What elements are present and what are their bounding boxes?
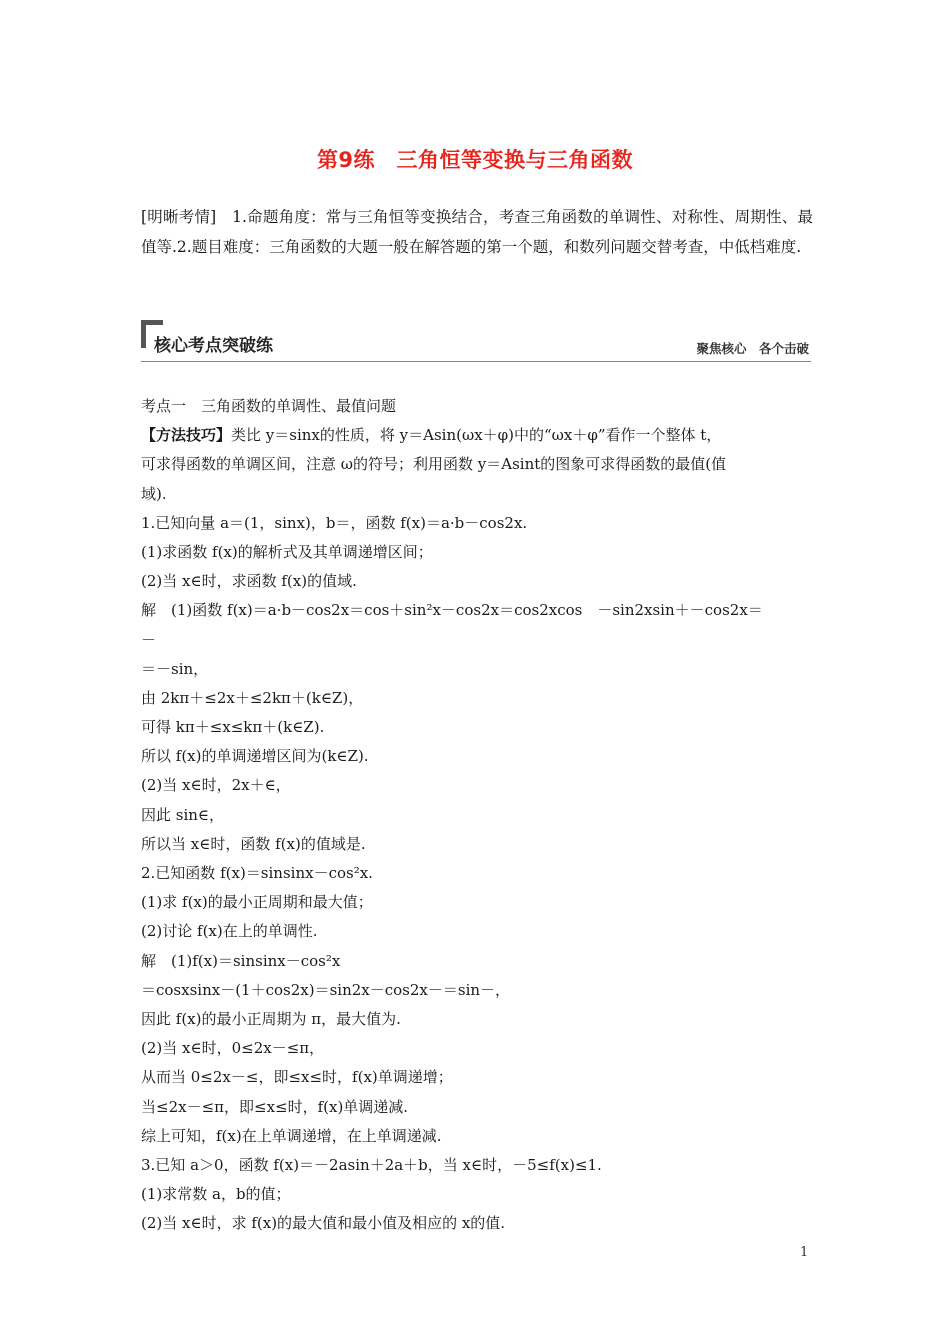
section-title: 核心考点突破练 — [154, 336, 273, 356]
main-content — [141, 392, 816, 1238]
text-line: (1)求常数 a，b的值； — [141, 1185, 291, 1204]
solution-line: 解 (1)f(x)＝sinsinx－cos²x — [141, 951, 341, 970]
text-line: 综上可知，f(x)在上单调递增，在上单调递减. — [141, 1126, 442, 1145]
text-line: 类比 y＝sinx的性质，将 y＝Asin(ωx＋φ)中的“ωx＋φ”看作一个整体 t， — [231, 426, 722, 445]
topic-heading: 考点一 三角函数的单调性、最值问题 — [141, 397, 397, 415]
text-line: (2)当 x∈时，0≤2x－≤π， — [141, 1039, 325, 1058]
section-subtitle: 聚焦核心 各个击破 — [696, 341, 809, 356]
page-number: 1 — [800, 1245, 809, 1260]
problem-3-statement: 3.已知 a＞0，函数 f(x)＝－2asin＋2a＋b，当 x∈时，－5≤f(x)≤1. — [141, 1155, 602, 1174]
problem-1-statement: 1.已知向量 a＝(1，sinx)，b＝，函数 f(x)＝a·b－cos2x. — [141, 513, 528, 532]
text-line: (2)当 x∈时，2x＋∈， — [141, 776, 291, 795]
exam-analysis-intro: [明晰考情] 1.命题角度：常与三角恒等变换结合，考查三角函数的单调性、对称性、周期性、最值等.2.题目难度：三角函数的大题一般在解答题的第一个题，和数列问题交替考查，中低档难度. — [141, 208, 813, 256]
problem-2-statement: 2.已知函数 f(x)＝sinsinx－cos²x. — [141, 864, 373, 882]
text-line: 由 2kπ＋≤2x＋≤2kπ＋(k∈Z)， — [141, 688, 364, 707]
text-line: 可得 kπ＋≤x≤kπ＋(k∈Z). — [141, 718, 325, 737]
text-line: 可求得函数的单调区间，注意 ω的符号；利用函数 y＝Asint的图象可求得函数的最值(值 — [141, 455, 727, 474]
text-line: 从而当 0≤2x－≤，即≤x≤时，f(x)单调递增； — [141, 1068, 453, 1087]
text-line: 所以 f(x)的单调递增区间为(k∈Z). — [141, 747, 369, 766]
section-divider — [141, 361, 811, 362]
text-line: ＝cosxsinx－(1＋cos2x)＝sin2x－cos2x－＝sin－， — [141, 980, 511, 999]
banner-corner-mark-top — [141, 320, 163, 325]
text-line: (2)当 x∈时，求函数 f(x)的值域. — [141, 572, 357, 591]
text-line: － — [141, 630, 157, 649]
text-line: ＝－sin， — [141, 659, 209, 678]
method-tip-line — [141, 421, 816, 450]
text-line: (2)当 x∈时，求 f(x)的最大值和最小值及相应的 x的值. — [141, 1214, 506, 1233]
text-line: (2)讨论 f(x)在上的单调性. — [141, 922, 318, 941]
method-tag: 【方法技巧】 — [141, 426, 232, 445]
solution-line: 解 (1)函数 f(x)＝a·b－cos2x＝cos＋sin²x－cos2x＝cos2xcos －sin2xsin＋－cos2x＝ — [141, 601, 763, 620]
text-line: 所以当 x∈时，函数 f(x)的值域是. — [141, 834, 366, 853]
page-title: 第9练 三角恒等变换与三角函数 — [316, 148, 634, 172]
text-line: (1)求函数 f(x)的解析式及其单调递增区间； — [141, 542, 433, 561]
text-line: 因此 f(x)的最小正周期为 π，最大值为. — [141, 1009, 401, 1028]
text-line: 当≤2x－≤π，即≤x≤时，f(x)单调递减. — [141, 1097, 409, 1116]
text-line: 因此 sin∈， — [141, 805, 225, 824]
text-line: 域). — [141, 484, 167, 503]
section-banner — [141, 320, 811, 362]
text-line: (1)求 f(x)的最小正周期和最大值； — [141, 893, 373, 912]
